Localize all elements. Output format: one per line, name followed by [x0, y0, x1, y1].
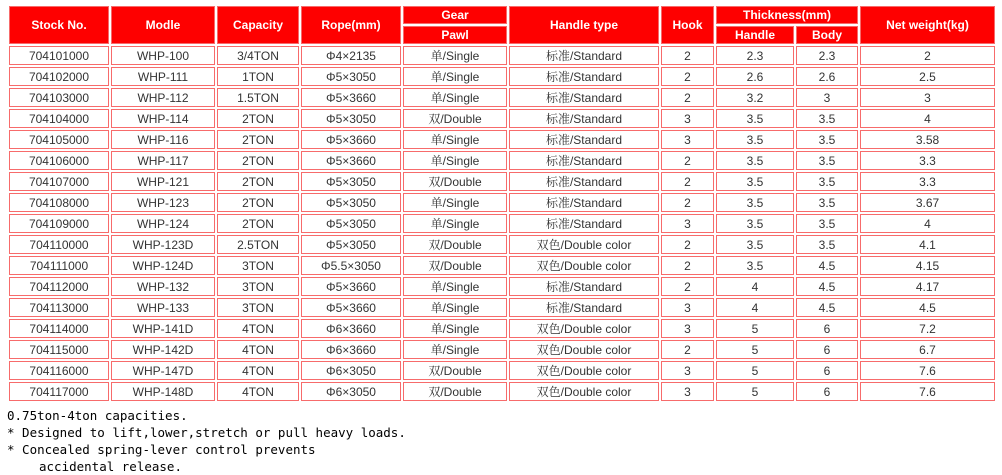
table-cell: Φ5×3050 — [301, 67, 401, 86]
table-cell: 6 — [796, 361, 858, 380]
table-cell: 704116000 — [9, 361, 109, 380]
table-cell: 双/Double — [403, 172, 507, 191]
table-cell: 3.3 — [860, 151, 995, 170]
table-cell: 双/Double — [403, 382, 507, 401]
col-header-hook: Hook — [661, 6, 714, 44]
table-cell: 3 — [796, 88, 858, 107]
table-cell: 2 — [661, 340, 714, 359]
table-row — [9, 256, 995, 275]
table-cell: 标准/Standard — [509, 277, 659, 296]
table-cell: Φ5×3050 — [301, 235, 401, 254]
footnotes — [7, 407, 995, 475]
table-cell: 4.5 — [796, 277, 858, 296]
table-cell: 2 — [661, 67, 714, 86]
table-cell: 双/Double — [403, 109, 507, 128]
table-cell: 2TON — [217, 214, 299, 233]
table-cell: 3.2 — [716, 88, 794, 107]
table-cell: 2 — [661, 46, 714, 65]
table-cell: 2 — [860, 46, 995, 65]
table-cell: 2 — [661, 235, 714, 254]
table-cell: Φ4×2135 — [301, 46, 401, 65]
table-cell: 6.7 — [860, 340, 995, 359]
table-cell: 2TON — [217, 193, 299, 212]
table-cell: 标准/Standard — [509, 172, 659, 191]
table-cell: 2.6 — [716, 67, 794, 86]
table-cell: 704113000 — [9, 298, 109, 317]
table-cell: 单/Single — [403, 340, 507, 359]
table-cell: 单/Single — [403, 319, 507, 338]
table-cell: 3.5 — [796, 109, 858, 128]
table-cell: WHP-123D — [111, 235, 215, 254]
table-cell: 双色/Double color — [509, 340, 659, 359]
table-cell: 3TON — [217, 277, 299, 296]
table-row — [9, 298, 995, 317]
table-cell: 4TON — [217, 361, 299, 380]
table-cell: Φ5×3050 — [301, 109, 401, 128]
table-cell: 704115000 — [9, 340, 109, 359]
table-cell: 2 — [661, 256, 714, 275]
table-cell: 5 — [716, 319, 794, 338]
table-cell: 5 — [716, 382, 794, 401]
table-row — [9, 361, 995, 380]
table-cell: 704101000 — [9, 46, 109, 65]
table-cell: 标准/Standard — [509, 67, 659, 86]
table-cell: 3.5 — [796, 214, 858, 233]
table-row — [9, 172, 995, 191]
table-cell: 2TON — [217, 151, 299, 170]
table-cell: WHP-124D — [111, 256, 215, 275]
table-cell: 2.5TON — [217, 235, 299, 254]
table-cell: 单/Single — [403, 193, 507, 212]
table-cell: 3.5 — [716, 130, 794, 149]
table-cell: 1TON — [217, 67, 299, 86]
header-row-top — [9, 6, 995, 24]
table-cell: 2TON — [217, 109, 299, 128]
note-line: * Concealed spring-lever control prevents — [7, 442, 316, 457]
table-cell: 标准/Standard — [509, 298, 659, 317]
table-cell: Φ5×3050 — [301, 214, 401, 233]
table-cell: 双色/Double color — [509, 319, 659, 338]
table-cell: Φ6×3660 — [301, 340, 401, 359]
table-cell: WHP-141D — [111, 319, 215, 338]
table-row — [9, 46, 995, 65]
table-cell: 单/Single — [403, 46, 507, 65]
table-cell: 5 — [716, 361, 794, 380]
table-row — [9, 67, 995, 86]
table-cell: 4.5 — [796, 256, 858, 275]
table-cell: 3 — [661, 298, 714, 317]
table-cell: 3.3 — [860, 172, 995, 191]
table-cell: WHP-133 — [111, 298, 215, 317]
table-cell: 3.67 — [860, 193, 995, 212]
table-cell: 单/Single — [403, 298, 507, 317]
table-cell: 标准/Standard — [509, 130, 659, 149]
table-row — [9, 109, 995, 128]
table-cell: 2.5 — [860, 67, 995, 86]
table-row — [9, 277, 995, 296]
col-header-gear: Gear — [403, 6, 507, 24]
table-cell: 6 — [796, 382, 858, 401]
table-cell: 单/Single — [403, 277, 507, 296]
table-cell: 6 — [796, 340, 858, 359]
table-cell: 双/Double — [403, 361, 507, 380]
col-header-stock-no: Stock No. — [9, 6, 109, 44]
table-cell: 704109000 — [9, 214, 109, 233]
table-cell: WHP-112 — [111, 88, 215, 107]
note-line: accidental release. — [39, 459, 182, 474]
table-cell: 704106000 — [9, 151, 109, 170]
table-cell: 7.6 — [860, 361, 995, 380]
table-cell: 1.5TON — [217, 88, 299, 107]
table-cell: 2.3 — [716, 46, 794, 65]
table-cell: WHP-116 — [111, 130, 215, 149]
col-header-thickness: Thickness(mm) — [716, 6, 858, 24]
table-cell: Φ5×3660 — [301, 277, 401, 296]
table-row — [9, 151, 995, 170]
table-cell: 4.5 — [860, 298, 995, 317]
table-cell: Φ5×3660 — [301, 88, 401, 107]
table-cell: Φ5×3660 — [301, 130, 401, 149]
table-cell: 2 — [661, 193, 714, 212]
table-cell: Φ5.5×3050 — [301, 256, 401, 275]
table-cell: 2TON — [217, 172, 299, 191]
table-cell: 7.6 — [860, 382, 995, 401]
table-cell: 标准/Standard — [509, 214, 659, 233]
table-cell: 3 — [661, 361, 714, 380]
table-cell: 单/Single — [403, 130, 507, 149]
table-cell: 3 — [661, 382, 714, 401]
table-cell: WHP-123 — [111, 193, 215, 212]
table-cell: 2.3 — [796, 46, 858, 65]
note-line: 0.75ton-4ton capacities. — [7, 408, 188, 423]
table-cell: 双色/Double color — [509, 235, 659, 254]
table-cell: 3.5 — [716, 172, 794, 191]
table-cell: 2 — [661, 172, 714, 191]
table-cell: 3 — [661, 130, 714, 149]
table-cell: 3/4TON — [217, 46, 299, 65]
table-cell: WHP-117 — [111, 151, 215, 170]
table-cell: 3.5 — [796, 193, 858, 212]
table-cell: 3.5 — [796, 235, 858, 254]
table-cell: WHP-148D — [111, 382, 215, 401]
table-cell: 3 — [860, 88, 995, 107]
col-header-handle-type: Handle type — [509, 6, 659, 44]
table-cell: 7.2 — [860, 319, 995, 338]
table-cell: 704108000 — [9, 193, 109, 212]
table-cell: 3.5 — [716, 109, 794, 128]
col-header-model: Modle — [111, 6, 215, 44]
table-cell: 3.5 — [716, 256, 794, 275]
table-cell: 4 — [860, 109, 995, 128]
col-header-capacity: Capacity — [217, 6, 299, 44]
table-cell: 双/Double — [403, 235, 507, 254]
table-cell: 3.5 — [796, 130, 858, 149]
table-row — [9, 88, 995, 107]
table-row — [9, 214, 995, 233]
table-cell: 2TON — [217, 130, 299, 149]
table-header — [9, 6, 995, 44]
table-cell: 704112000 — [9, 277, 109, 296]
table-cell: 3 — [661, 109, 714, 128]
table-cell: 2 — [661, 151, 714, 170]
table-cell: 5 — [716, 340, 794, 359]
table-cell: 标准/Standard — [509, 151, 659, 170]
table-cell: 标准/Standard — [509, 193, 659, 212]
table-cell: 704107000 — [9, 172, 109, 191]
table-cell: 3.5 — [716, 235, 794, 254]
table-cell: 单/Single — [403, 88, 507, 107]
table-cell: 3.5 — [796, 151, 858, 170]
table-cell: 3.5 — [796, 172, 858, 191]
table-cell: 单/Single — [403, 151, 507, 170]
table-cell: 704114000 — [9, 319, 109, 338]
table-cell: 双色/Double color — [509, 256, 659, 275]
table-cell: WHP-132 — [111, 277, 215, 296]
table-cell: Φ6×3660 — [301, 319, 401, 338]
table-cell: 标准/Standard — [509, 109, 659, 128]
table-cell: WHP-100 — [111, 46, 215, 65]
table-cell: 2 — [661, 88, 714, 107]
table-cell: 704117000 — [9, 382, 109, 401]
product-spec-table — [7, 4, 997, 403]
table-cell: 704102000 — [9, 67, 109, 86]
table-cell: WHP-114 — [111, 109, 215, 128]
table-row — [9, 319, 995, 338]
table-cell: 3 — [661, 214, 714, 233]
table-row — [9, 193, 995, 212]
table-cell: 4.5 — [796, 298, 858, 317]
table-cell: 标准/Standard — [509, 46, 659, 65]
table-row — [9, 340, 995, 359]
table-cell: 4 — [860, 214, 995, 233]
table-cell: 双/Double — [403, 256, 507, 275]
table-cell: 2 — [661, 277, 714, 296]
table-cell: 3 — [661, 319, 714, 338]
table-cell: 704110000 — [9, 235, 109, 254]
table-cell: Φ5×3050 — [301, 193, 401, 212]
table-cell: 704105000 — [9, 130, 109, 149]
table-cell: 704104000 — [9, 109, 109, 128]
table-row — [9, 235, 995, 254]
table-cell: 3.5 — [716, 193, 794, 212]
table-cell: Φ5×3660 — [301, 298, 401, 317]
table-cell: WHP-142D — [111, 340, 215, 359]
table-cell: 双色/Double color — [509, 382, 659, 401]
table-cell: Φ5×3660 — [301, 151, 401, 170]
table-cell: 704103000 — [9, 88, 109, 107]
table-cell: WHP-147D — [111, 361, 215, 380]
table-cell: 3.5 — [716, 151, 794, 170]
table-cell: 单/Single — [403, 214, 507, 233]
table-cell: 单/Single — [403, 67, 507, 86]
table-cell: 4TON — [217, 319, 299, 338]
table-cell: WHP-124 — [111, 214, 215, 233]
table-row — [9, 382, 995, 401]
table-cell: WHP-111 — [111, 67, 215, 86]
col-header-net-weight: Net weight(kg) — [860, 6, 995, 44]
col-header-pawl: Pawl — [403, 26, 507, 44]
table-cell: 3TON — [217, 256, 299, 275]
table-cell: 3.5 — [716, 214, 794, 233]
table-cell: 4TON — [217, 340, 299, 359]
col-header-thickness-handle: Handle — [716, 26, 794, 44]
table-cell: 标准/Standard — [509, 88, 659, 107]
table-cell: Φ5×3050 — [301, 172, 401, 191]
table-cell: 4.1 — [860, 235, 995, 254]
table-cell: WHP-121 — [111, 172, 215, 191]
table-cell: 4TON — [217, 382, 299, 401]
table-cell: 704111000 — [9, 256, 109, 275]
table-cell: 4.15 — [860, 256, 995, 275]
table-cell: Φ6×3050 — [301, 382, 401, 401]
table-cell: 4 — [716, 298, 794, 317]
table-cell: 6 — [796, 319, 858, 338]
col-header-rope: Rope(mm) — [301, 6, 401, 44]
table-row — [9, 130, 995, 149]
table-body — [9, 46, 995, 401]
col-header-thickness-body: Body — [796, 26, 858, 44]
table-cell: 双色/Double color — [509, 361, 659, 380]
table-cell: 3.58 — [860, 130, 995, 149]
table-cell: 4.17 — [860, 277, 995, 296]
table-cell: Φ6×3050 — [301, 361, 401, 380]
table-cell: 4 — [716, 277, 794, 296]
note-line: * Designed to lift,lower,stretch or pull heavy loads. — [7, 425, 406, 440]
table-cell: 2.6 — [796, 67, 858, 86]
table-cell: 3TON — [217, 298, 299, 317]
